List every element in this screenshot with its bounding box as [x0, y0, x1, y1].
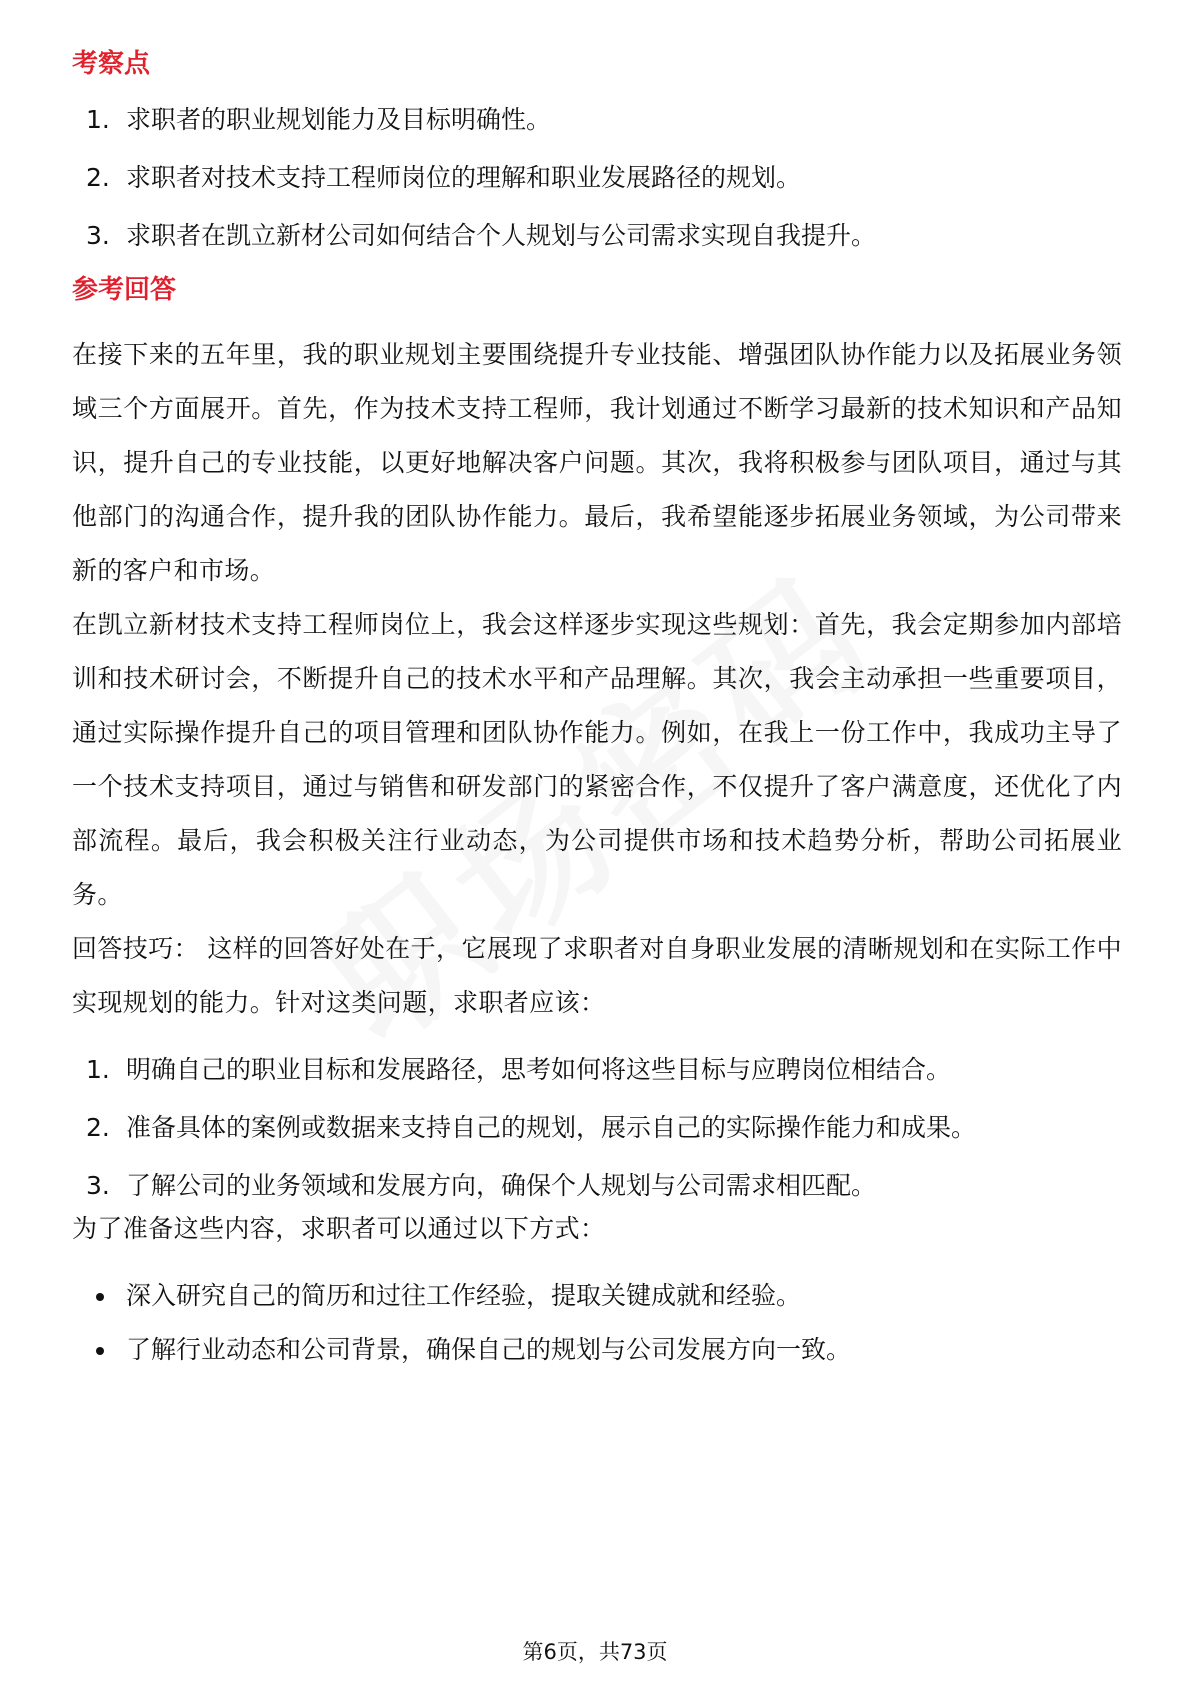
list-item: 深入研究自己的简历和过往工作经验，提取关键成就和经验。: [72, 1280, 1122, 1312]
list-item: 2. 求职者对技术支持工程师岗位的理解和职业发展路径的规划。: [86, 163, 802, 192]
bullet-icon: [96, 1293, 104, 1301]
answer-paragraph-1: 在接下来的五年里，我的职业规划主要围绕提升专业技能、增强团队协作能力以及拓展业务领域三个方面展开。首先，作为技术支持工程师，我计划通过不断学习最新的技术知识和产品知识，提升自己的专业技能，以更好地解决客户问题。其次，我将积极参与团队项目，通过与其他部门的沟通合作，提升我的团队协作能力。最后，我希望能逐步拓展业务领域，为公司带来新的客户和市场。: [72, 340, 1122, 585]
list-item: 了解行业动态和公司背景，确保自己的规划与公司发展方向一致。: [72, 1334, 1122, 1366]
focus-list: [72, 104, 1122, 252]
tips-list: [72, 1054, 1122, 1202]
answer-heading: 参考回答: [72, 275, 177, 305]
list-item: 2. 准备具体的案例或数据来支持自己的规划，展示自己的实际操作能力和成果。: [86, 1113, 977, 1142]
page-number: 第6页，共73页: [522, 1640, 668, 1664]
tips-paragraph: 回答技巧： 这样的回答好处在于，它展现了求职者对自身职业发展的清晰规划和在实际工作中实现规划的能力。针对这类问题，求职者应该：: [72, 934, 1122, 1017]
list-item: 1. 求职者的职业规划能力及目标明确性。: [86, 105, 552, 134]
list-item: 3. 了解公司的业务领域和发展方向，确保个人规划与公司需求相匹配。: [86, 1171, 877, 1200]
page-content: [72, 44, 1122, 1388]
list-item: 3. 求职者在凯立新材公司如何结合个人规划与公司需求实现自我提升。: [86, 221, 877, 250]
prep-list: [72, 1280, 1122, 1366]
answer-paragraph-2: 在凯立新材技术支持工程师岗位上，我会这样逐步实现这些规划：首先，我会定期参加内部培训和技术研讨会，不断提升自己的技术水平和产品理解。其次，我会主动承担一些重要项目，通过实际操作提升自己的项目管理和团队协作能力。例如，在我上一份工作中，我成功主导了一个技术支持项目，通过与销售和研发部门的紧密合作，不仅提升了客户满意度，还优化了内部流程。最后，我会积极关注行业动态，为公司提供市场和技术趋势分析，帮助公司拓展业务。: [72, 610, 1122, 909]
bullet-icon: [96, 1347, 104, 1355]
list-item: 1. 明确自己的职业目标和发展路径，思考如何将这些目标与应聘岗位相结合。: [86, 1055, 952, 1084]
focus-heading: 考察点: [72, 49, 151, 79]
prep-paragraph: 为了准备这些内容，求职者可以通过以下方式：: [72, 1214, 606, 1243]
